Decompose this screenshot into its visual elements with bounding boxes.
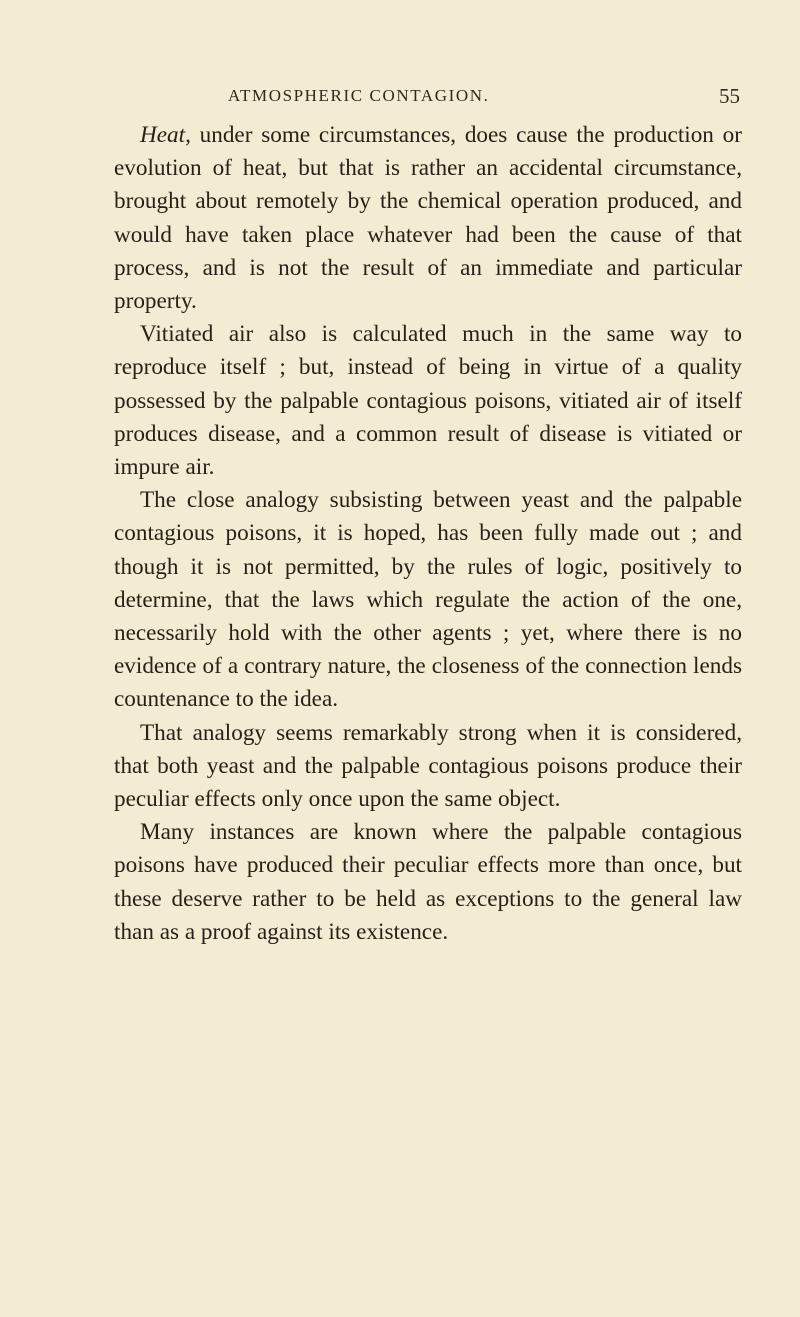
paragraph-exceptions: Many instances are known where the palpable contagious poisons have produced their peculiar effects more than once, but these deserve rather to be held as exceptions to the general law than as a proof against its existence. <box>114 819 742 945</box>
paragraph-heat-text: under some circumstances, does cause the production or evolution of heat, but that is rather an accidental circumstance, brought about remotely by the chemical operation produced, and would have taken place whatever had been the cause of that process, and is not the result of an immediate and particular property. <box>114 122 742 315</box>
paragraph-strong-analogy: That analogy seems remarkably strong when it is considered, that both yeast and the palpable contagious poisons produce their peculiar effects only once upon the same object. <box>114 719 742 813</box>
running-head <box>170 86 740 110</box>
italic-lead-word: Heat, <box>140 122 191 148</box>
body-text <box>114 119 742 949</box>
paragraph-yeast-analogy: The close analogy subsisting between yeast and the palpable contagious poisons, it is hoped, has been fully made out ; and though it is not permitted, by the rules of logic, positively to determine, that the laws which regulate the action of the one, necessarily hold with the other agents ; yet, where there is no evidence of a contrary nature, the closeness of the connection lends countenance to the idea. <box>114 487 742 713</box>
paragraph-vitiated-air: Vitiated air also is calculated much in the same way to reproduce itself ; but, instead of being in virtue of a quality possessed by the palpable contagious poisons, vitiated air of itself produces disease, and a common result of disease is vitiated or impure air. <box>114 321 742 481</box>
paragraph-heat <box>114 119 742 318</box>
page-number: 55 <box>719 84 740 108</box>
running-title: ATMOSPHERIC CONTAGION. <box>228 86 490 105</box>
